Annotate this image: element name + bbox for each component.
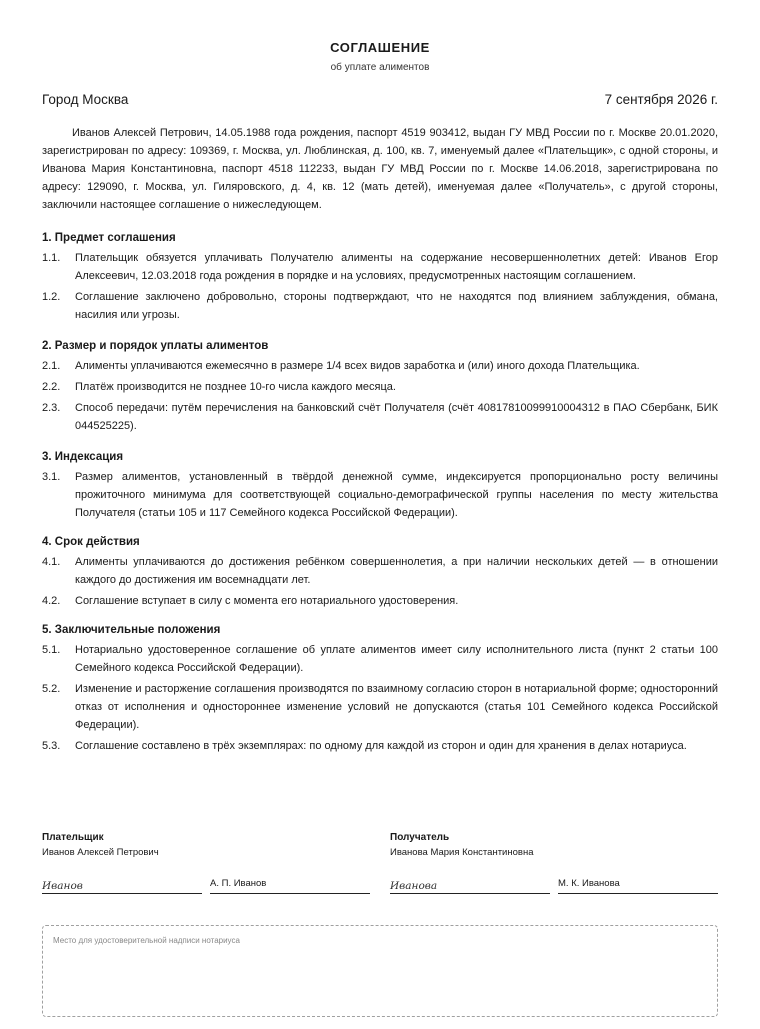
clause-number: 5.1.	[42, 644, 61, 656]
signature-decipher: А. П. Иванов	[210, 876, 370, 894]
document-subtitle: об уплате алиментов	[330, 62, 430, 73]
party-name: Иванов Алексей Петрович	[42, 847, 159, 858]
notary-stamp-area	[42, 925, 718, 1017]
clause-number: 4.2.	[42, 595, 61, 607]
preamble: Иванов Алексей Петрович, 14.05.1988 года рождения, паспорт 4519 903412, выдан ГУ МВД России по г. Москве 20.01.2020, зарегистрирован по адресу: 109369, г. Москва, ул. Люблинская, д. 100, кв. 7, именуемый далее «Плательщик», с одной стороны, и Иванова Мария Константиновна, паспорт 4518 112233, выдан ГУ МВД России по г. Москве 14.06.2018, зарегистрирована по адресу: 129090, г. Москва, ул. Гиляровского, д. 4, кв. 12 (мать детей), именуемая далее «Получатель», с другой стороны, заключили настоящее соглашение о нижеследующем.	[42, 127, 718, 211]
section-heading: 5. Заключительные положения	[42, 624, 221, 636]
notary-placeholder: Место для удостоверительной надписи нотариуса	[53, 936, 240, 945]
clause-number: 1.2.	[42, 291, 61, 303]
party-name: Иванова Мария Константиновна	[390, 847, 534, 858]
clause-number: 2.2.	[42, 381, 61, 393]
clause-text: Платёж производится не позднее 10-го числа каждого месяца.	[75, 381, 396, 393]
section	[42, 534, 718, 610]
section	[42, 338, 718, 435]
signature-line: Иванов	[42, 876, 202, 894]
sections	[42, 230, 718, 755]
clause-number: 4.1.	[42, 556, 61, 568]
clause	[42, 592, 718, 610]
signature-decipher: М. К. Иванова	[558, 876, 718, 894]
clause-number: 3.1.	[42, 471, 61, 483]
place-date-row	[42, 92, 718, 107]
clause-number: 2.1.	[42, 360, 61, 372]
section-heading: 3. Индексация	[42, 451, 124, 463]
clause	[42, 468, 718, 522]
party-role: Получатель	[390, 832, 450, 843]
signature-block	[42, 832, 718, 902]
clause-text: Соглашение составлено в трёх экземплярах: по одному для каждой из сторон и один для хранения в делах нотариуса.	[75, 740, 687, 752]
clause-number: 2.3.	[42, 402, 61, 414]
clause	[42, 357, 718, 375]
party-role: Плательщик	[42, 832, 104, 843]
clause-text: Нотариально удостоверенное соглашение об уплате алиментов имеет силу исполнительного листа (пункт 2 статьи 100 Семейного кодекса Российской Федерации).	[75, 644, 718, 674]
section	[42, 230, 718, 324]
clause	[42, 288, 718, 324]
clause	[42, 641, 718, 677]
document-title: СОГЛАШЕНИЕ	[330, 40, 430, 55]
document-date: 7 сентября 2026 г.	[604, 92, 718, 107]
clause-text: Соглашение заключено добровольно, стороны подтверждают, что не находятся под влиянием заблуждения, обмана, насилия или угрозы.	[75, 291, 718, 321]
section-heading: 2. Размер и порядок уплаты алиментов	[42, 340, 269, 352]
section	[42, 622, 718, 755]
city: Город Москва	[42, 92, 129, 107]
clause-text: Размер алиментов, установленный в твёрдой денежной сумме, индексируется пропорционально росту величины прожиточного минимума для соответствующей социально-демографической группы населения по месту жительства Получателя (статьи 105 и 117 Семейного кодекса Российской Федерации).	[75, 471, 718, 519]
section-heading: 1. Предмет соглашения	[42, 232, 176, 244]
clause	[42, 680, 718, 734]
section-heading: 4. Срок действия	[42, 536, 140, 548]
clause-number: 5.2.	[42, 683, 61, 695]
clause-number: 5.3.	[42, 740, 61, 752]
clause	[42, 737, 718, 755]
clause	[42, 249, 718, 285]
clause-text: Плательщик обязуется уплачивать Получателю алименты на содержание несовершеннолетних детей: Иванов Егор Алексеевич, 12.03.2018 года рождения в порядке и на условиях, предусмотренных настоящим соглашением.	[75, 252, 718, 282]
clause-text: Алименты уплачиваются ежемесячно в размере 1/4 всех видов заработка и (или) иного дохода Плательщика.	[75, 360, 640, 372]
clause-text: Изменение и расторжение соглашения производятся по взаимному согласию сторон в нотариальной форме; односторонний отказ от исполнения и одностороннее изменение условий не допускаются (статья 101 Семейного кодекса Российской Федерации).	[75, 683, 718, 731]
clause	[42, 378, 718, 396]
payer-signature	[42, 832, 370, 892]
clause-text: Способ передачи: путём перечисления на банковский счёт Получателя (счёт 40817810099910004312 в ПАО Сбербанк, БИК 044525225).	[75, 402, 718, 432]
clause	[42, 553, 718, 589]
clause-number: 1.1.	[42, 252, 61, 264]
clause-text: Соглашение вступает в силу с момента его нотариального удостоверения.	[75, 595, 459, 607]
clause-text: Алименты уплачиваются до достижения ребёнком совершеннолетия, а при наличии нескольких детей — в отношении каждого до достижения им восемнадцати лет.	[75, 556, 718, 586]
recipient-signature	[390, 832, 718, 892]
clause	[42, 399, 718, 435]
section	[42, 449, 718, 522]
signature-line: Иванова	[390, 876, 550, 894]
